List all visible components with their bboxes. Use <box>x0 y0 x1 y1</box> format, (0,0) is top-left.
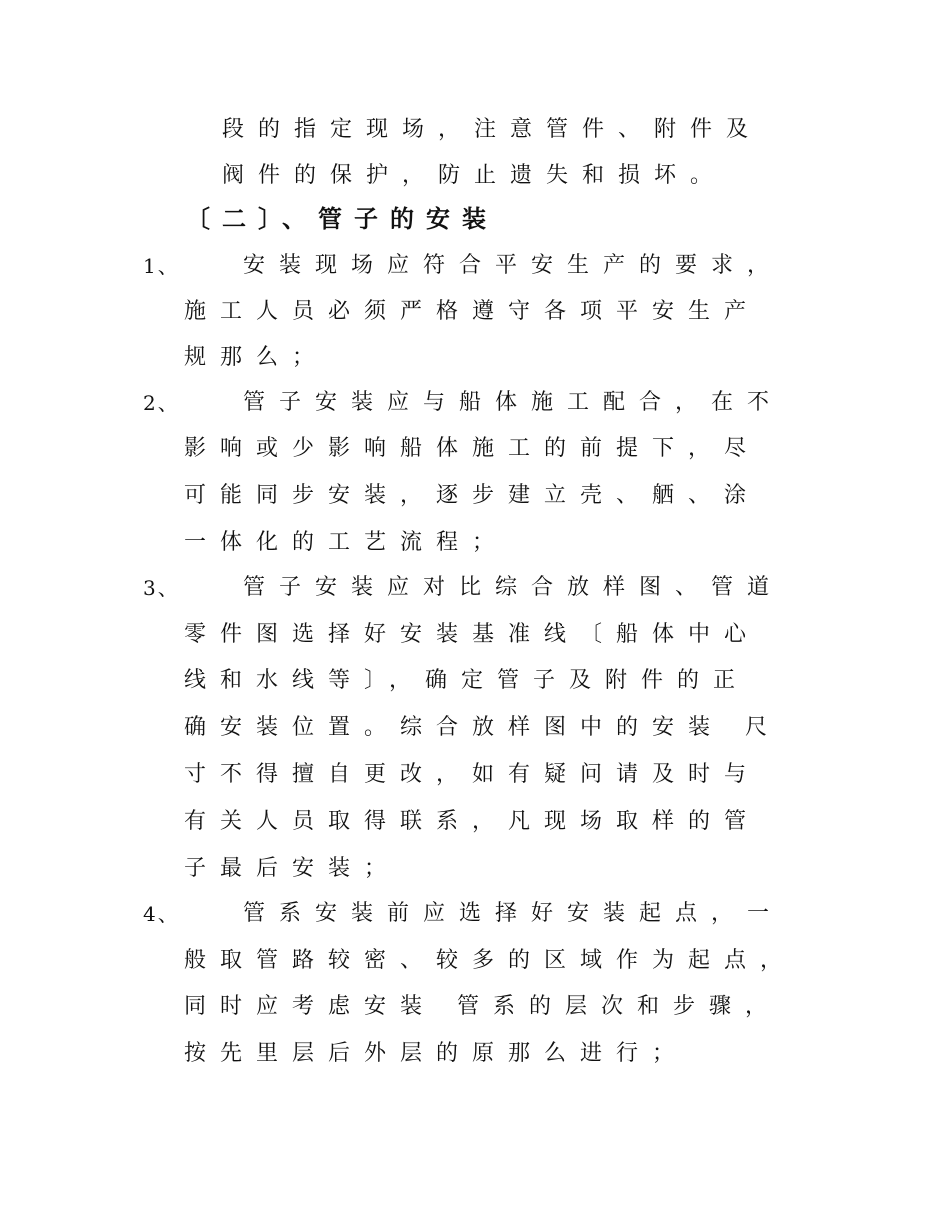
item-2-line-4: 一体化的工艺流程； <box>184 530 509 555</box>
item-3-line-2: 零件图选择好安装基准线〔船体中心 <box>184 622 761 647</box>
item-3-line-3: 线和水线等〕，确定管子及附件的正 <box>184 668 750 693</box>
item-4-line-4: 按先里层后外层的原那么进行； <box>184 1041 689 1066</box>
item-3-line-6: 有关人员取得联系，凡现场取样的管 <box>184 809 761 834</box>
intro-line-2: 阀件的保护，防止遗失和损坏。 <box>222 163 727 188</box>
item-3-line-4: 确安装位置。综合放样图中的安装 尺 <box>184 715 781 740</box>
item-4-line-2: 般取管路较密、较多的区域作为起点， <box>184 948 797 973</box>
item-2-line-2: 影响或少影响船体施工的前提下，尽 <box>184 436 761 461</box>
section-heading: 〔二〕、管子的安装 <box>186 205 498 233</box>
item-number-4: 4、 <box>143 902 180 926</box>
item-2-line-1: 管子安装应与船体施工配合，在不 <box>243 390 784 415</box>
item-4-line-1: 管系安装前应选择好安装起点，一 <box>243 901 784 926</box>
item-3-line-5: 寸不得擅自更改，如有疑问请及时与 <box>184 762 761 787</box>
item-3-line-1: 管子安装应对比综合放样图、管道 <box>243 575 784 600</box>
item-number-3: 3、 <box>143 576 180 600</box>
item-2-line-3: 可能同步安装，逐步建立壳、舾、涂 <box>184 483 761 508</box>
item-4-line-3: 同时应考虑安装 管系的层次和步骤， <box>184 994 781 1019</box>
item-3-line-7: 子最后安装； <box>184 856 401 881</box>
item-1-line-3: 规那么； <box>184 345 329 370</box>
item-1-line-1: 安装现场应符合平安生产的要求， <box>243 253 784 278</box>
intro-line-1: 段的指定现场，注意管件、附件及 <box>222 117 763 142</box>
item-number-1: 1、 <box>143 254 180 278</box>
item-1-line-2: 施工人员必须严格遵守各项平安生产 <box>184 299 761 324</box>
item-number-2: 2、 <box>143 391 180 415</box>
